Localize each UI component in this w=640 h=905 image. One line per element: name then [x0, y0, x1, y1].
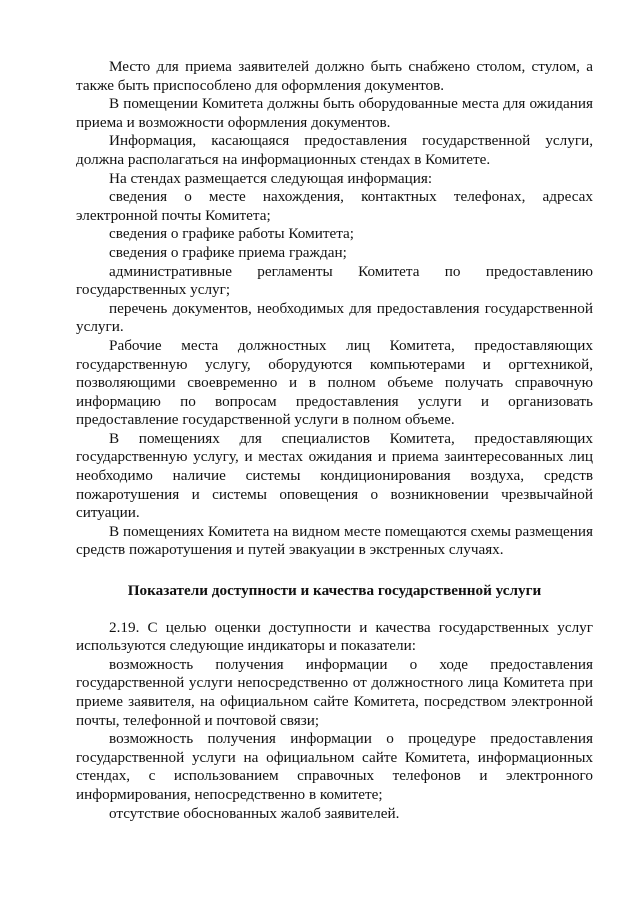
list-item-regulations: административные регламенты Комитета по предоставлению государственных услуг; — [76, 262, 593, 299]
list-item-no-complaints: отсутствие обоснованных жалоб заявителей. — [109, 804, 400, 822]
paragraph-premises-systems: В помещениях для специалистов Комитета, предоставляющих государственную услугу, и местах ожидания и приема заинтересованных лиц необходимо наличие системы кондиционирования воздуха, средств пожаротушения и системы оповещения о возникновении чрезвычайной ситуации. — [76, 429, 593, 522]
paragraph-info-stands: Информация, касающаяся предоставления государственной услуги, должна располагаться на информационных стендах в Комитете. — [76, 132, 593, 168]
paragraph-workplaces: Рабочие места должностных лиц Комитета, предоставляющих государственную услугу, оборудуются компьютерами и оргтехникой, позволяющими своевременно и в полном объеме получать справочную информацию по вопросам предоставления услуги и организовать предоставление государственной услуги в полном объеме. — [76, 336, 593, 429]
paragraph-waiting-places: В помещении Комитета должны быть оборудованные места для ожидания приема и возможности оформления документов. — [76, 95, 593, 131]
list-item-progress-info: возможность получения информации о ходе предоставления государственной услуги непосредственно от должностного лица Комитета при приеме заявителя, на официальном сайте Комитета, посредством электронной почты, телефонной и почтовой связи; — [76, 655, 593, 729]
list-item-work-schedule: сведения о графике работы Комитета; — [109, 225, 355, 243]
document-page — [76, 58, 593, 823]
indicators-section — [76, 619, 593, 824]
paragraph-reception-place: Место для приема заявителей должно быть снабжено столом, стулом, а также быть приспособлено для оформления документов. — [76, 58, 593, 94]
paragraph-evacuation-schemes: В помещениях Комитета на видном месте помещаются схемы размещения средств пожаротушения и путей эвакуации в экстренных случаях. — [76, 522, 593, 559]
section-heading: Показатели доступности и качества государственной услуги — [127, 582, 542, 600]
paragraph-indicators-intro: 2.19. С целью оценки доступности и качества государственных услуг используются следующие индикаторы и показатели: — [76, 618, 593, 655]
list-item-procedure-info: возможность получения информации о процедуре предоставления государственной услуги на официальном сайте Комитета, информационных стендах, с использованием справочных телефонов и электронного информирования, непосредственно в комитете; — [76, 730, 593, 803]
paragraph-stands-content-intro: На стендах размещается следующая информация: — [109, 169, 433, 187]
equipment-section — [76, 58, 593, 560]
list-item-reception-schedule: сведения о графике приема граждан; — [109, 243, 347, 261]
list-item-documents: перечень документов, необходимых для предоставления государственной услуги. — [76, 299, 593, 336]
list-item-contacts: сведения о месте нахождения, контактных телефонах, адресах электронной почты Комитета; — [76, 188, 593, 224]
